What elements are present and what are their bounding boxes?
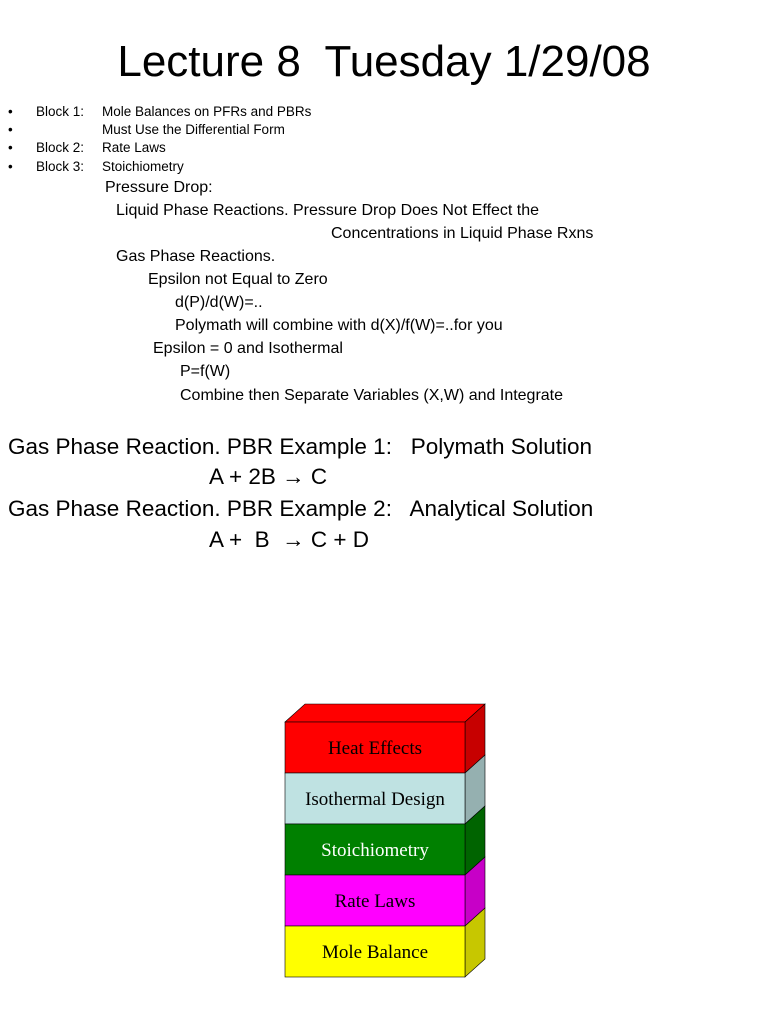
- p-fw-line: P=f(W): [180, 363, 231, 380]
- block-label: Mole Balance: [321, 942, 429, 963]
- block-label: Block 2:: [36, 140, 85, 156]
- block-top: [285, 704, 485, 722]
- bullet-icon: •: [8, 122, 13, 138]
- block-label: Heat Effects: [327, 738, 423, 759]
- block-label: Block 1:: [36, 104, 85, 119]
- block-label: Isothermal Design: [305, 789, 445, 810]
- block-item-2: [8, 139, 166, 157]
- block-list: [8, 103, 312, 176]
- block-label: Block 3:: [36, 158, 85, 174]
- page-title: Lecture 8 Tuesday 1/29/08: [117, 37, 651, 86]
- example-1-heading: Gas Phase Reaction. PBR Example 1: Polymath Solution: [8, 434, 593, 459]
- block-text: Mole Balances on PFRs and PBRs: [102, 104, 312, 119]
- example-2-equation: A + B → C + D: [209, 527, 370, 552]
- bullet-icon: •: [8, 104, 13, 119]
- epsilon-zero-line: Epsilon = 0 and Isothermal: [153, 340, 343, 357]
- bullet-icon: •: [8, 158, 13, 174]
- block-item-1-note: [8, 121, 285, 139]
- block-label: Stoichiometry: [321, 840, 429, 861]
- example-1-equation: A + 2B → C: [209, 464, 328, 489]
- bullet-icon: •: [8, 140, 13, 156]
- block-text: Must Use the Differential Form: [102, 122, 285, 138]
- block-item-3: [8, 158, 184, 176]
- algorithm-block-stack: [280, 700, 490, 985]
- dp-dw-line: d(P)/d(W)=..: [175, 294, 263, 311]
- liquid-phase-line-cont: Concentrations in Liquid Phase Rxns: [331, 225, 594, 242]
- gas-phase-line: Gas Phase Reactions.: [116, 248, 276, 265]
- combine-line: Combine then Separate Variables (X,W) and Integrate: [180, 387, 564, 404]
- block-item-1: [8, 103, 312, 121]
- epsilon-nonzero-line: Epsilon not Equal to Zero: [148, 271, 328, 288]
- liquid-phase-line: Liquid Phase Reactions. Pressure Drop Does Not Effect the: [116, 202, 540, 219]
- block-heat-effects: [285, 704, 485, 773]
- block-label: Rate Laws: [334, 891, 416, 912]
- example-2-heading: Gas Phase Reaction. PBR Example 2: Analytical Solution: [8, 496, 594, 521]
- polymath-line: Polymath will combine with d(X)/f(W)=..for you: [175, 317, 503, 334]
- pressure-drop-heading: Pressure Drop:: [105, 179, 213, 196]
- block-text: Rate Laws: [102, 140, 166, 156]
- block-text: Stoichiometry: [102, 158, 184, 174]
